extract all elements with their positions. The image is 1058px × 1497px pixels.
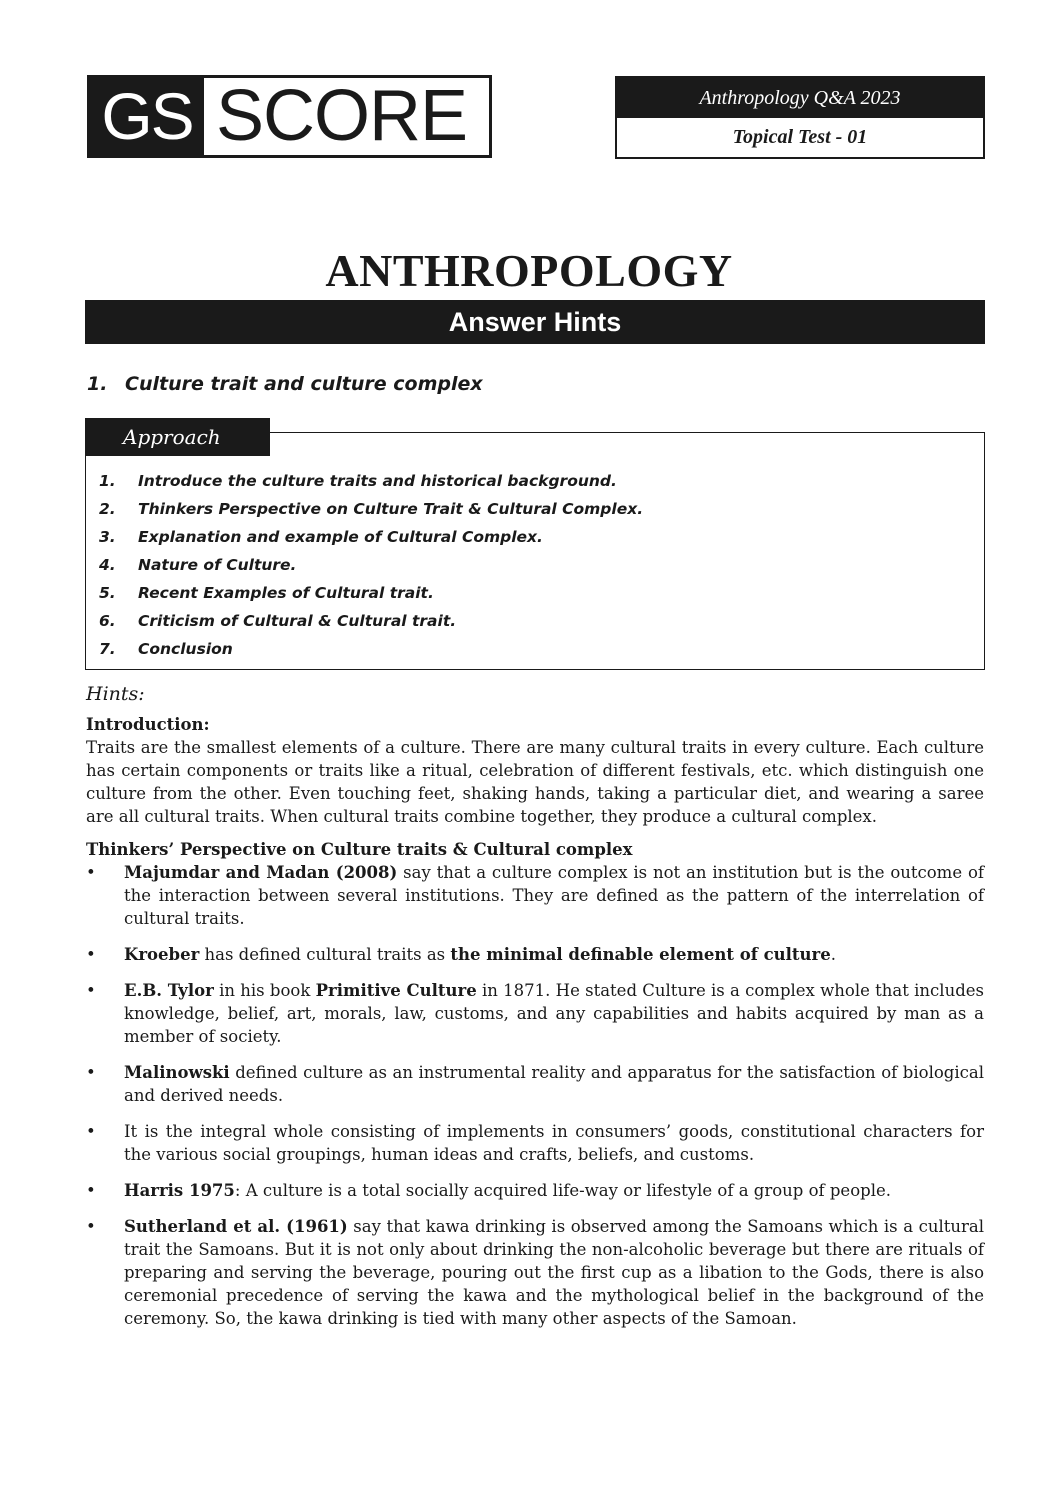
approach-item-number: 2. bbox=[99, 500, 116, 518]
approach-item-number: 6. bbox=[99, 612, 116, 630]
thinkers-heading: Thinkers’ Perspective on Culture traits & Cultural complex bbox=[86, 840, 633, 859]
bullet-glyph: • bbox=[86, 1063, 96, 1082]
bullet-glyph: • bbox=[86, 981, 96, 1000]
approach-item-number: 4. bbox=[99, 556, 116, 574]
approach-item-number: 3. bbox=[99, 528, 116, 546]
bullet-glyph: • bbox=[86, 863, 96, 882]
approach-item bbox=[99, 526, 643, 554]
thinker-item bbox=[86, 1120, 984, 1166]
gs-score-logo bbox=[87, 75, 492, 158]
thinker-name: Harris 1975 bbox=[124, 1181, 235, 1200]
approach-item-number: 7. bbox=[99, 640, 116, 658]
approach-item-text: Nature of Culture. bbox=[138, 556, 297, 574]
bullet-glyph: • bbox=[86, 1122, 96, 1141]
thinker-item bbox=[86, 1179, 984, 1202]
book-title: Primitive Culture bbox=[315, 981, 477, 1000]
thinker-emphasis: the minimal definable element of culture bbox=[450, 945, 831, 964]
approach-item bbox=[99, 582, 643, 610]
thinker-text: say that a culture complex is not an institution but is the outcome of the interaction between several institutions. They are defined as the pattern of the interrelation of cultural traits. bbox=[124, 863, 984, 928]
bullet-glyph: • bbox=[86, 1181, 96, 1200]
approach-list bbox=[99, 470, 643, 666]
thinker-name: Kroeber bbox=[124, 945, 200, 964]
thinker-name: E.B. Tylor bbox=[124, 981, 214, 1000]
approach-item-text: Recent Examples of Cultural trait. bbox=[138, 584, 434, 602]
thinker-item bbox=[86, 943, 984, 966]
approach-label: Approach bbox=[85, 418, 270, 456]
thinker-text: in his book bbox=[213, 981, 316, 1000]
page-title: ANTHROPOLOGY bbox=[325, 245, 733, 296]
tag-series-title: Anthropology Q&A 2023 bbox=[617, 78, 983, 118]
thinker-text: defined culture as an instrumental reality and apparatus for the satisfaction of biological and derived needs. bbox=[124, 1063, 984, 1105]
bullet-glyph: • bbox=[86, 1217, 96, 1236]
thinker-text: It is the integral whole consisting of implements in consumers’ goods, constitutional characters for the various social groupings, human ideas and crafts, beliefs, and customs. bbox=[124, 1122, 984, 1164]
question-number: 1. bbox=[87, 373, 108, 395]
question-text: Culture trait and culture complex bbox=[125, 373, 483, 395]
approach-item-text: Explanation and example of Cultural Complex. bbox=[138, 528, 543, 546]
tag-test-name: Topical Test - 01 bbox=[732, 126, 868, 148]
approach-item-number: 1. bbox=[99, 472, 116, 490]
approach-item bbox=[99, 470, 643, 498]
approach-item bbox=[99, 638, 643, 666]
thinkers-list bbox=[86, 861, 984, 1330]
thinker-item bbox=[86, 861, 984, 930]
approach-item bbox=[99, 610, 643, 638]
thinker-text: say that kawa drinking is observed among the Samoans which is a cultural trait the Samoans. But it is not only about drinking the non-alcoholic beverage but there are rituals of preparing and serving the beverage, pouring out the first cup as a libation to the Gods, there is also ceremonial precedence of serving the kawa and the mythological belief in the background of the ceremony. So, the kawa drinking is tied with many other aspects of the Samoan. bbox=[124, 1217, 984, 1328]
thinker-item bbox=[86, 1215, 984, 1330]
approach-item-text: Introduce the culture traits and historical background. bbox=[138, 472, 617, 490]
bullet-glyph: • bbox=[86, 945, 96, 964]
approach-item-number: 5. bbox=[99, 584, 116, 602]
thinker-name: Sutherland et al. (1961) bbox=[124, 1217, 348, 1236]
thinker-text: : A culture is a total socially acquired life-way or lifestyle of a group of people. bbox=[234, 1181, 891, 1200]
approach-item-text: Criticism of Cultural & Cultural trait. bbox=[138, 612, 457, 630]
intro-paragraph: Traits are the smallest elements of a culture. There are many cultural traits in every culture. Each culture has certain components or traits like a ritual, celebration of different festivals, etc. which distinguish one culture from the other. Even touching feet, shaking hands, taking a particular diet, and wearing a saree are all cultural traits. When cultural traits combine together, they produce a cultural complex. bbox=[86, 738, 984, 826]
test-tag-box bbox=[615, 76, 985, 159]
thinker-item bbox=[86, 979, 984, 1048]
thinker-name: Malinowski bbox=[124, 1063, 230, 1082]
thinker-name: Majumdar and Madan (2008) bbox=[124, 863, 398, 882]
approach-item-text: Thinkers Perspective on Culture Trait & Cultural Complex. bbox=[138, 500, 644, 518]
logo-score-text: SCORE bbox=[216, 76, 468, 156]
intro-heading: Introduction: bbox=[86, 715, 210, 734]
thinker-text-end: . bbox=[830, 945, 836, 964]
logo-gs-text: GS bbox=[90, 78, 204, 155]
answer-hints-banner: Answer Hints bbox=[85, 300, 985, 344]
thinker-text: has defined cultural traits as bbox=[199, 945, 451, 964]
thinker-text-end: in 1871. He stated Culture is a complex whole that includes knowledge, belief, art, morals, law, customs, and any capabilities and habits acquired by man as a member of society. bbox=[124, 981, 984, 1046]
thinker-item bbox=[86, 1061, 984, 1107]
approach-item-text: Conclusion bbox=[138, 640, 233, 658]
approach-item bbox=[99, 498, 643, 526]
question-heading bbox=[87, 373, 483, 395]
hints-label: Hints: bbox=[86, 683, 145, 705]
hints-content bbox=[86, 713, 984, 1343]
approach-item bbox=[99, 554, 643, 582]
